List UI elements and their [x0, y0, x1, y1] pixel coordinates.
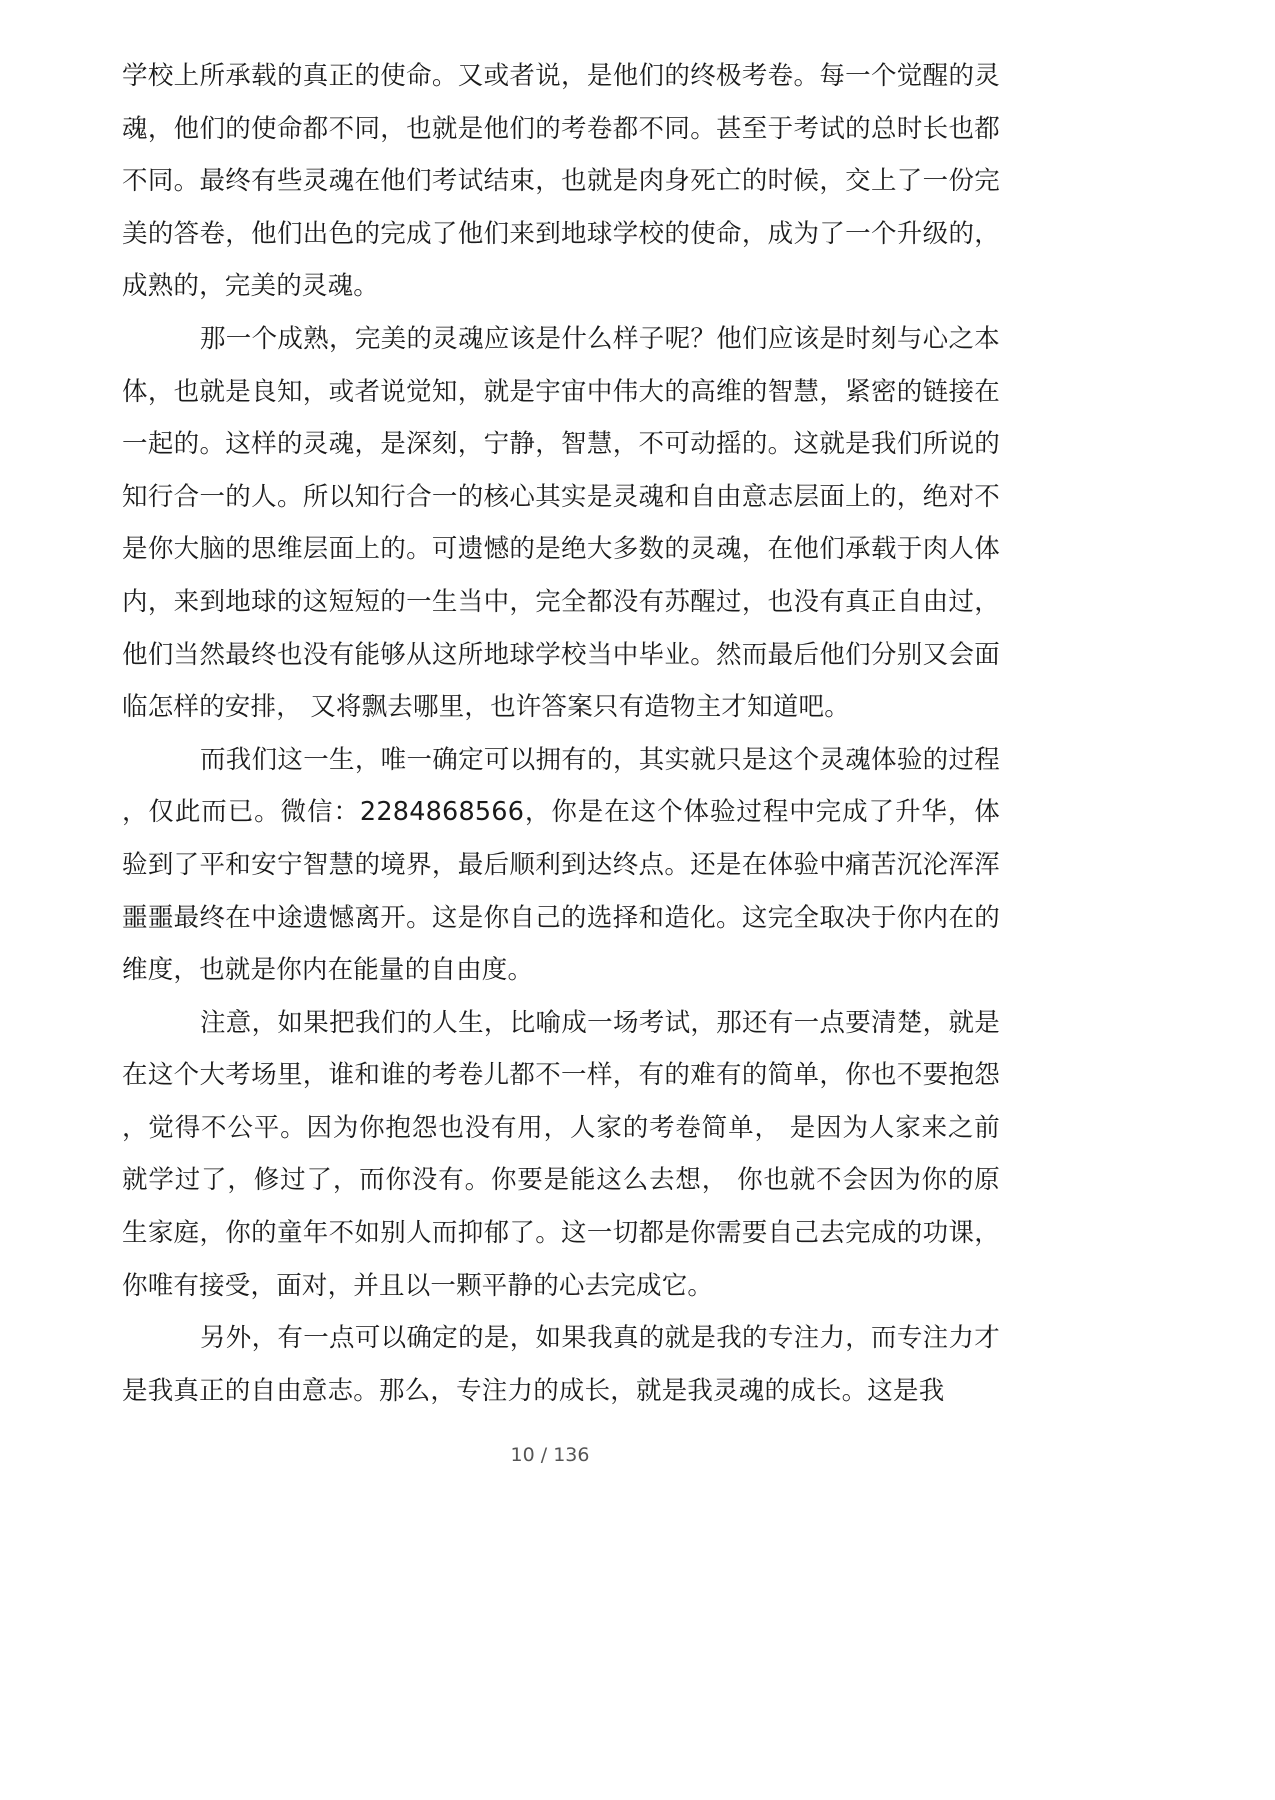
page-number: 10 / 136 — [510, 1444, 590, 1466]
paragraph-2: 那一个成熟，完美的灵魂应该是什么样子呢？他们应该是时刻与心之本体，也就是良知，或者说觉知，就是宇宙中伟大的高维的智慧，紧密的链接在一起的。这样的灵魂，是深刻，宁静，智慧，不可动摇的。这就是我们所说的知行合一的人。所以知行合一的核心其实是灵魂和自由意志层面上的，绝对不是你大脑的思维层面上的。可遗憾的是绝大多数的灵魂，在他们承载于肉人体内，来到地球的这短短的一生当中，完全都没有苏醒过，也没有真正自由过，他们当然最终也没有能够从这所地球学校当中毕业。然而最后他们分别又会面临怎样的安排， 又将飘去哪里，也许答案只有造物主才知道吧。 — [122, 323, 1000, 723]
paragraph-1: 学校上所承载的真正的使命。又或者说，是他们的终极考卷。每一个觉醒的灵魂，他们的使命都不同，也就是他们的考卷都不同。甚至于考试的总时长也都不同。最终有些灵魂在他们考试结束，也就是肉身死亡的时候，交上了一份完美的答卷，他们出色的完成了他们来到地球学校的使命，成为了一个升级的，成熟的，完美的灵魂。 — [122, 61, 1000, 302]
paragraph-5: 另外，有一点可以确定的是，如果我真的就是我的专注力，而专注力才是我真正的自由意志。那么，专注力的成长，就是我灵魂的成长。这是我 — [122, 1323, 1000, 1406]
body-text — [122, 50, 1000, 1417]
paragraph-3: 而我们这一生，唯一确定可以拥有的，其实就只是这个灵魂体验的过程，仅此而已。微信：2284868566，你是在这个体验过程中完成了升华，体验到了平和安宁智慧的境界，最后顺利到达终点。还是在体验中痛苦沉沦浑浑噩噩最终在中途遗憾离开。这是你自己的选择和造化。这完全取决于你内在的维度，也就是你内在能量的自由度。 — [122, 744, 1000, 986]
paragraph-4: 注意，如果把我们的人生，比喻成一场考试，那还有一点要清楚，就是在这个大考场里，谁和谁的考卷儿都不一样，有的难有的简单，你也不要抱怨，觉得不公平。因为你抱怨也没有用，人家的考卷简单， 是因为人家来之前就学过了，修过了，而你没有。你要是能这么去想， 你也就不会因为你的原生家庭，你的童年不如别人而抑郁了。这一切都是你需要自己去完成的功课，你唯有接受，面对，并且以一颗平静的心去完成它。 — [122, 1007, 1000, 1301]
